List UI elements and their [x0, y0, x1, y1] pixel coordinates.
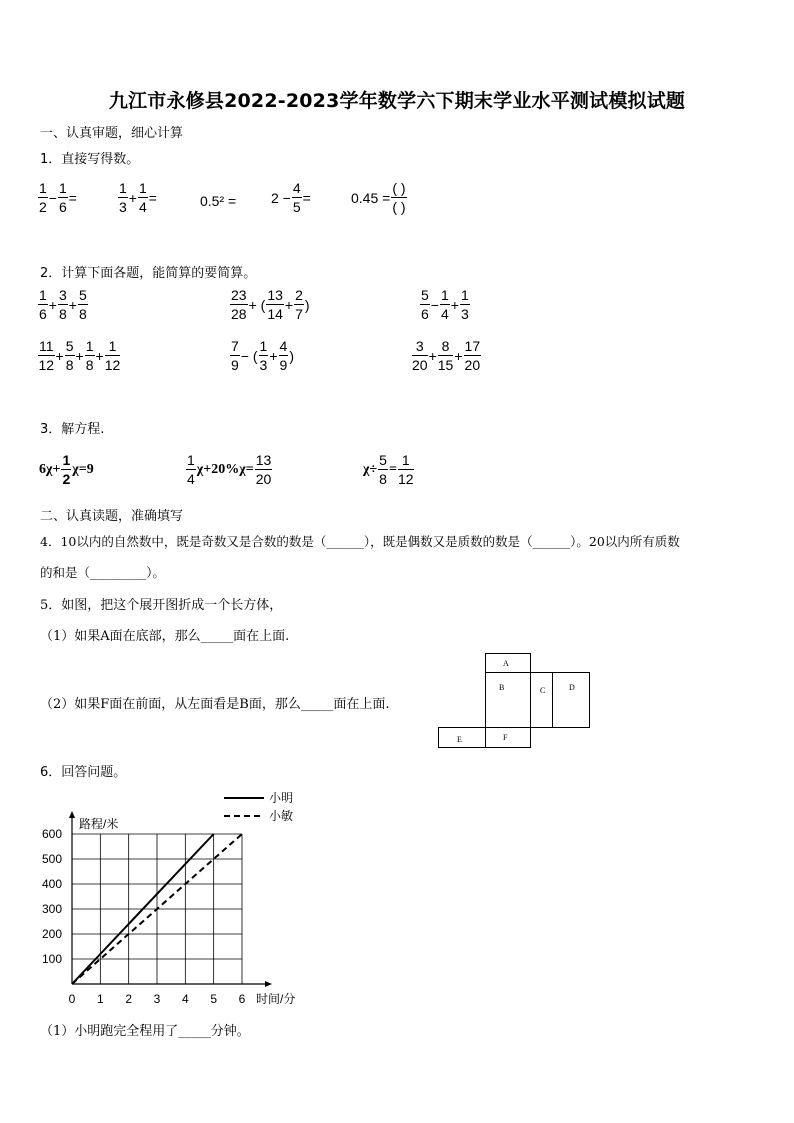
q2-expr-6: $\frac{3}{20}$ + $\frac{8}{15}$ + $\frac{17}{20}$ — [412, 338, 481, 373]
y-axis-arrow — [69, 811, 75, 818]
y-tick-label: 400 — [41, 877, 62, 891]
q1-item-4: 2 − $\frac{4}{5}$ = — [271, 180, 311, 215]
q1-item-1: $\frac{1}{2}$ − $\frac{1}{6}$ = — [39, 180, 77, 215]
y-tick-label: 500 — [41, 852, 62, 866]
q2-label: 2．计算下面各题，能简算的要简算。 — [40, 266, 257, 281]
face-b: B — [485, 672, 531, 728]
q1-item-3: 0.5² = — [200, 193, 237, 209]
q2-expr-1: $\frac{1}{6}$ + $\frac{3}{8}$ + $\frac{5}{8}$ — [39, 287, 87, 322]
x-tick-label: 5 — [210, 992, 218, 1006]
face-f: F — [485, 727, 531, 748]
face-e: E — [438, 727, 486, 748]
q1-label: 1．直接写得数。 — [40, 152, 140, 167]
q6-sub-1: （1）小明跑完全程用了_____分钟。 — [40, 1024, 250, 1039]
x-tick-label: 3 — [153, 992, 161, 1006]
y-tick-label: 300 — [41, 902, 62, 916]
y-axis-label: 路程/米 — [79, 817, 119, 831]
q1-item-2: $\frac{1}{3}$ + $\frac{1}{4}$ = — [119, 180, 157, 215]
chart-axes — [69, 811, 272, 987]
q5-label: 5．如图，把这个展开图折成一个长方体， — [40, 598, 283, 613]
section-1-heading: 一、认真审题，细心计算 — [40, 126, 184, 141]
x-tick-label: 6 — [238, 992, 246, 1006]
section-2-heading: 二、认真读题，准确填写 — [40, 509, 184, 524]
q3-equation-2: $\frac{1}{4}$ χ+20%χ= $\frac{13}{20}$ — [187, 452, 272, 487]
y-tick-label: 600 — [41, 827, 62, 841]
face-d: D — [552, 672, 590, 728]
q4-line-2: 的和是（_________）。 — [40, 565, 166, 580]
q2-expr-2: $\frac{23}{28}$ + ( $\frac{13}{14}$ + $\frac{2}{7}$ ) — [231, 287, 310, 322]
q3-equation-1: 6χ+ $\frac{1}{2}$ χ=9 — [39, 452, 94, 487]
q2-expr-5: $\frac{7}{9}$ − ( $\frac{1}{3}$ + $\frac{4}{9}$ ) — [231, 338, 294, 373]
x-tick-label: 0 — [68, 992, 76, 1006]
legend-label-2: 小敏 — [269, 809, 294, 823]
face-c: C — [530, 672, 553, 728]
q5-sub-2: （2）如果F面在前面，从左面看是B面，那么_____面在上面. — [40, 697, 390, 712]
legend-label-1: 小明 — [269, 791, 294, 805]
chart-legend — [224, 791, 293, 823]
q3-label: 3．解方程. — [40, 422, 105, 437]
q6-label: 6．回答问题。 — [40, 765, 127, 780]
q4-line-1: 4．10以内的自然数中，既是奇数又是合数的数是（______），既是偶数又是质数的数是（______）。20以内所有质数 — [40, 534, 680, 549]
q1-item-5: 0.45 = $\frac{( )}{( )}$ — [351, 180, 406, 215]
x-tick-label: 4 — [181, 992, 189, 1006]
x-axis-arrow — [265, 981, 272, 987]
y-tick-label: 200 — [41, 927, 62, 941]
q5-sub-1: （1）如果A面在底部，那么_____面在上面. — [40, 629, 290, 644]
y-tick-label: 100 — [41, 952, 62, 966]
q3-equation-3: χ÷ $\frac{5}{8}$ = $\frac{1}{12}$ — [363, 452, 414, 487]
x-tick-label: 1 — [96, 992, 104, 1006]
q2-expr-3: $\frac{5}{6}$ − $\frac{1}{4}$ + $\frac{1}{3}$ — [421, 287, 469, 322]
face-a: A — [485, 653, 531, 673]
distance-time-chart — [0, 780, 340, 1020]
x-axis-label: 时间/分 — [256, 992, 296, 1006]
x-tick-label: 2 — [125, 992, 133, 1006]
page-title: 九江市永修县2022-2023学年数学六下期末学业水平测试模拟试题 — [108, 90, 686, 112]
q2-expr-4: $\frac{11}{12}$ + $\frac{5}{8}$ + $\frac{1}{8}$ + $\frac{1}{12}$ — [38, 338, 121, 373]
